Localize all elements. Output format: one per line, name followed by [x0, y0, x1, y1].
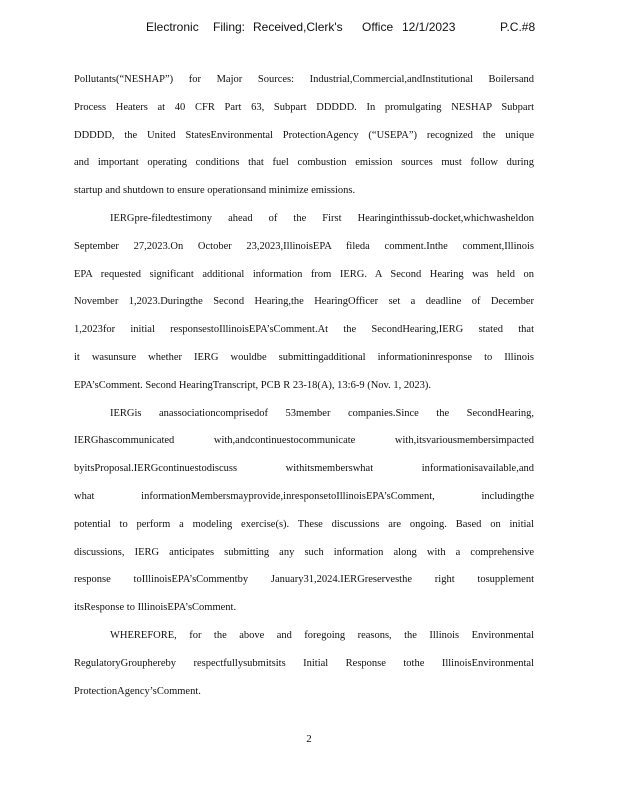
text-line: EPA requested significant additional information from IERG. A Second Hearing was held on — [74, 268, 534, 280]
text-line: 1,2023for initial responsestoIllinoisEPA’sComment.At the SecondHearing,IERG stated that — [74, 324, 534, 336]
paragraph-2 — [74, 205, 534, 400]
text-line: byitsProposal.IERGcontinuestodiscuss withitsmemberswhat informationisavailable,and — [74, 463, 534, 475]
text-line: ProtectionAgency’sComment. — [74, 685, 201, 697]
header-office: Office — [362, 20, 394, 34]
paragraph-3 — [74, 400, 534, 622]
paragraph-1 — [74, 66, 534, 205]
text-line: itsResponse to IllinoisEPA’sComment. — [74, 602, 237, 614]
text-line: startup and shutdown to ensure operationsand minimize emissions. — [74, 185, 356, 197]
text-line: EPA’sComment. Second HearingTranscript, PCB R 23-18(A), 13:6-9 (Nov. 1, 2023). — [74, 379, 431, 391]
text-line: WHEREFORE, for the above and foregoing reasons, the Illinois Environmental — [110, 629, 534, 641]
text-line: Pollutants(“NESHAP”) for Major Sources: Industrial,Commercial,andInstitutional Boilersand — [74, 74, 534, 85]
text-line: what informationMembersmayprovide,inresponsetoIllinoisEPA’sComment, includingthe — [74, 490, 534, 502]
text-line: IERGhascommunicated with,andcontinuestocommunicate with,itsvariousmembersimpacted — [74, 435, 534, 447]
document-body — [74, 66, 534, 705]
text-line: it wasunsure whether IERG wouldbe submittingadditional informationinresponse to Illinois — [74, 351, 534, 363]
text-line: September 27,2023.On October 23,2023,IllinoisEPA fileda comment.Inthe comment,Illinois — [74, 240, 534, 252]
header-pc-number: P.C.#8 — [500, 20, 536, 34]
filing-header — [0, 20, 618, 38]
text-line: November 1,2023.Duringthe Second Hearing,the HearingOfficer set a deadline of December — [74, 296, 534, 308]
text-line: discussions, IERG anticipates submitting any such information along with a comprehensive — [74, 546, 534, 558]
header-date: 12/1/2023 — [402, 20, 456, 34]
paragraph-4 — [74, 622, 534, 705]
text-line: potential to perform a modeling exercise(s). These discussions are ongoing. Based on initial — [74, 518, 534, 530]
header-electronic: Electronic — [146, 20, 199, 34]
text-line: and important operating conditions that fuel combustion emission sources must follow during — [74, 157, 534, 169]
page-number: 2 — [306, 733, 312, 745]
text-line: RegulatoryGrouphereby respectfullysubmitsits Initial Response tothe IllinoisEnvironmental — [74, 657, 534, 669]
text-line: DDDDD, the United StatesEnvironmental ProtectionAgency (“USEPA”) recognized the unique — [74, 129, 534, 141]
text-line: Process Heaters at 40 CFR Part 63, Subpart DDDDD. In promulgating NESHAP Subpart — [74, 101, 534, 113]
header-filing: Filing: — [213, 20, 246, 34]
header-received: Received,Clerk's — [253, 20, 343, 34]
text-line: response toIllinoisEPA’sCommentby January31,2024.IERGreservesthe right tosupplement — [74, 574, 534, 586]
text-line: IERGis anassociationcomprisedof 53member companies.Since the SecondHearing, — [110, 407, 534, 419]
text-line: IERGpre-filedtestimony ahead of the First Hearinginthissub-docket,whichwasheldon — [110, 212, 534, 224]
